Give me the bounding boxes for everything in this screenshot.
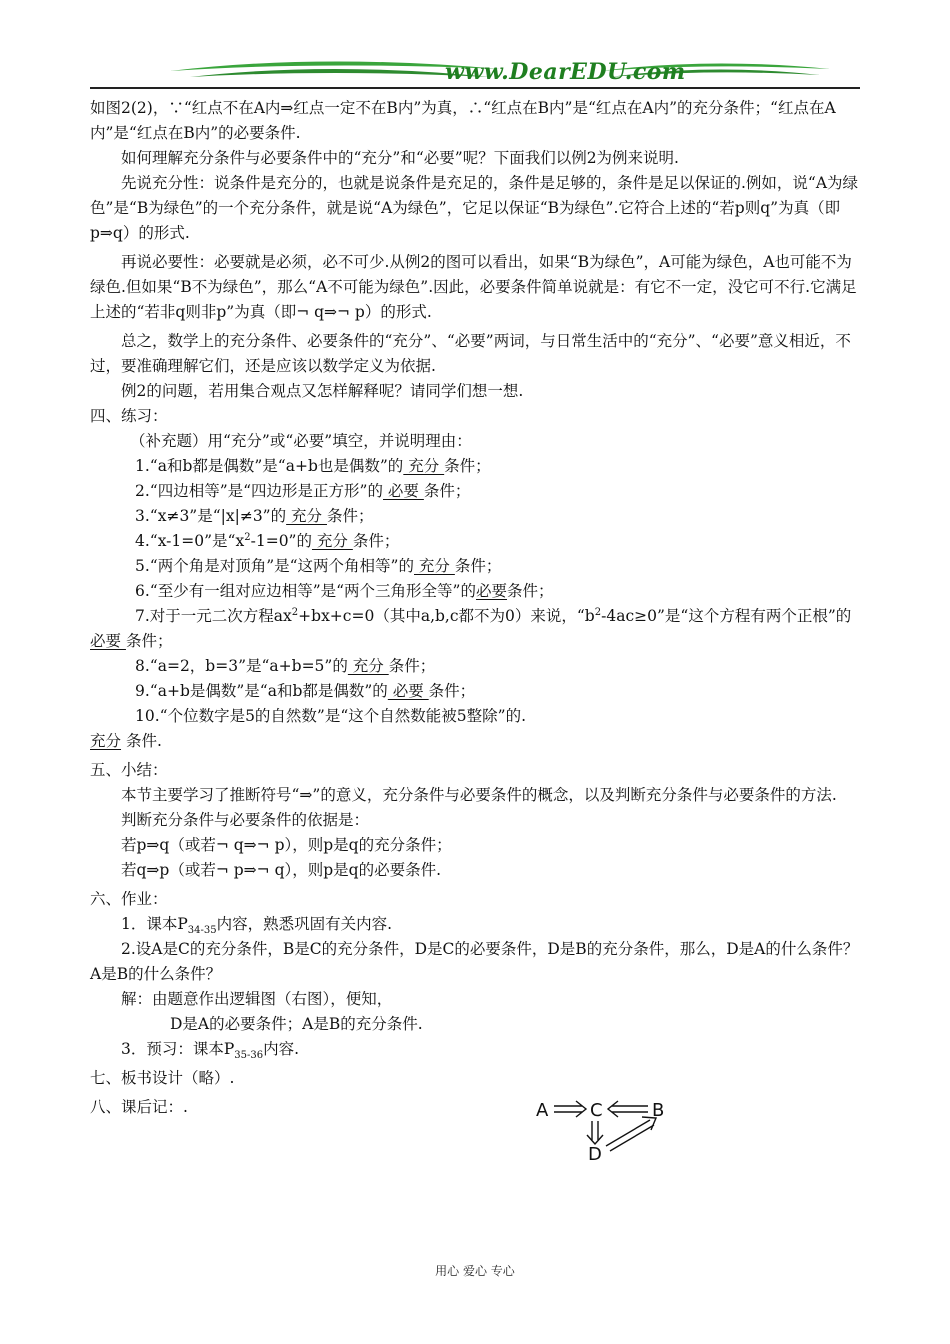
homework-text: 内容. xyxy=(263,1040,300,1058)
section-heading: 八、课后记：. xyxy=(90,1098,188,1116)
paragraph: 若q⇒p（或若¬ p⇒¬ q），则p是q的必要条件. xyxy=(121,861,442,879)
section-heading: 五、小结： xyxy=(90,761,168,779)
exercise-text: 条件； xyxy=(125,632,173,650)
exercise-text: 条件； xyxy=(444,457,491,475)
exercise-text: 条件； xyxy=(423,482,471,500)
answer-blank: 必要 xyxy=(383,482,424,500)
page-footer: 用心 爱心 专心 xyxy=(435,1264,515,1278)
exercise-text: 条件； xyxy=(388,657,436,675)
answer-blank: 必要 xyxy=(387,682,429,700)
exercise-item xyxy=(90,479,860,504)
site-banner xyxy=(90,55,860,93)
homework-text: 1．课本P xyxy=(121,915,188,933)
paragraph: 判断充分条件与必要条件的依据是： xyxy=(121,811,370,829)
section-heading: 七、板书设计（略）. xyxy=(90,1069,235,1087)
exercise-text: 9.“a+b是偶数”是“a和b都是偶数”的 xyxy=(135,682,388,700)
solution-line: 解：由题意作出逻辑图（右图），便知， xyxy=(121,990,393,1008)
answer-blank: 充分 xyxy=(90,732,122,750)
exercise-text: 6.“至少有一组对应边相等”是“两个三角形全等”的 xyxy=(135,582,476,600)
node-d: D xyxy=(588,1144,602,1165)
arrow-b-to-c xyxy=(608,1101,648,1117)
main-content xyxy=(90,96,860,1120)
homework-item xyxy=(90,1037,860,1062)
answer-blank: 充分 xyxy=(311,532,353,550)
exercise-text: 条件； xyxy=(326,507,374,525)
superscript: 2 xyxy=(291,606,299,618)
homework-item xyxy=(90,912,860,937)
exercise-text: 条件； xyxy=(507,582,554,600)
logic-diagram xyxy=(530,1088,680,1168)
section-heading: 四、练习： xyxy=(90,407,168,425)
node-c: C xyxy=(590,1100,603,1121)
subscript: 34-35 xyxy=(187,925,217,937)
superscript: 2 xyxy=(244,531,251,543)
exercise-text: 1.“a和b都是偶数”是“a+b也是偶数”的 xyxy=(135,457,404,475)
exercise-text: +bx+c=0（其中a,b,c都不为0）来说，“b xyxy=(298,607,595,625)
exercise-item xyxy=(90,579,860,604)
homework-item: 2.设A是C的充分条件，B是C的充分条件，D是C的必要条件，D是B的充分条件，那么，D是A的什么条件？A是B的什么条件？ xyxy=(90,940,859,983)
exercise-text: 条件； xyxy=(428,682,476,700)
solution-line: D是A的必要条件；A是B的充分条件. xyxy=(170,1015,423,1033)
answer-blank: 必要 xyxy=(90,632,126,650)
exercise-item xyxy=(90,454,860,479)
exercise-item xyxy=(90,554,860,579)
node-b: B xyxy=(652,1100,665,1121)
section-heading: 六、作业： xyxy=(90,890,168,908)
exercise-item xyxy=(90,529,860,554)
exercise-intro: （补充题）用“充分”或“必要”填空，并说明理由： xyxy=(130,432,472,450)
exercise-item: 10.“个位数字是5的自然数”是“这个自然数能被5整除”的. xyxy=(135,707,526,725)
paragraph: 若p⇒q（或若¬ q⇒¬ p），则p是q的充分条件； xyxy=(121,836,452,854)
paragraph: 总之，数学上的充分条件、必要条件的“充分”、“必要”两词，与日常生活中的“充分”、“必要”意义相近，不过，要准确理解它们，还是应该以数学定义为依据. xyxy=(90,332,851,375)
arrow-d-to-b xyxy=(606,1117,656,1151)
exercise-text: 条件； xyxy=(454,557,502,575)
exercise-item xyxy=(90,654,860,679)
exercise-text: 7.对于一元二次方程ax xyxy=(135,607,292,625)
paragraph: 如何理解充分条件与必要条件中的“充分”和“必要”呢？下面我们以例2为例来说明. xyxy=(121,149,679,167)
exercise-text: -4ac≥0”是“这个方程有两个正根”的 xyxy=(601,607,852,625)
answer-blank: 充分 xyxy=(414,557,455,575)
homework-text: 内容，熟悉巩固有关内容. xyxy=(216,915,393,933)
exercise-text: 条件. xyxy=(121,732,162,750)
paragraph: 本节主要学习了推断符号“⇒”的意义，充分条件与必要条件的概念，以及判断充分条件与必要条件的方法. xyxy=(121,786,837,804)
exercise-item xyxy=(90,604,860,654)
exercise-text: 3.“x≠3”是“|x|≠3”的 xyxy=(135,507,287,525)
exercise-item xyxy=(90,679,860,704)
exercise-text: 条件； xyxy=(352,532,400,550)
site-name: www.DearEDU.com xyxy=(445,59,686,85)
header-rule xyxy=(90,87,860,89)
exercise-text: 4.“x-1=0”是“x xyxy=(135,532,245,550)
exercise-text: 2.“四边相等”是“四边形是正方形”的 xyxy=(135,482,383,500)
exercise-text: -1=0”的 xyxy=(250,532,312,550)
homework-text: 3．预习：课本P xyxy=(121,1040,235,1058)
answer-blank: 充分 xyxy=(286,507,327,525)
answer-blank: 充分 xyxy=(403,457,445,475)
paragraph: 再说必要性：必要就是必须，必不可少.从例2的图可以看出，如果“B为绿色”，A可能为绿色，A也可能不为绿色.但如果“B不为绿色”，那么“A不可能为绿色”.因此，必要条件简单说就是：有它不一定，没它可不行.它满足上述的“若非q则非p”为真（即¬ q⇒¬ p）的形式. xyxy=(90,253,857,321)
exercise-item xyxy=(90,504,860,529)
arrow-a-to-c xyxy=(554,1101,586,1117)
exercise-text: 5.“两个角是对顶角”是“这两个角相等”的 xyxy=(135,557,414,575)
answer-blank: 必要 xyxy=(476,582,508,600)
subscript: 35-36 xyxy=(234,1050,264,1062)
superscript: 2 xyxy=(594,606,602,618)
answer-blank: 充分 xyxy=(347,657,389,675)
paragraph: 先说充分性：说条件是充分的，也就是说条件是充足的，条件是足够的，条件是足以保证的.例如，说“A为绿色”是“B为绿色”的一个充分条件，就是说“A为绿色”，它足以保证“B为绿色”.它符合上述的“若p则q”为真（即p⇒q）的形式. xyxy=(90,174,859,242)
paragraph: 如图2(2)，∵“红点不在A内⇒红点一定不在B内”为真，∴“红点在B内”是“红点在A内”的充分条件；“红点在A内”是“红点在B内”的必要条件. xyxy=(90,99,836,142)
exercise-item xyxy=(90,729,860,754)
paragraph: 例2的问题，若用集合观点又怎样解释呢？请同学们想一想. xyxy=(121,382,524,400)
node-a: A xyxy=(536,1100,549,1121)
arrow-c-to-d xyxy=(587,1121,603,1144)
exercise-text: 8.“a=2，b=3”是“a+b=5”的 xyxy=(135,657,348,675)
